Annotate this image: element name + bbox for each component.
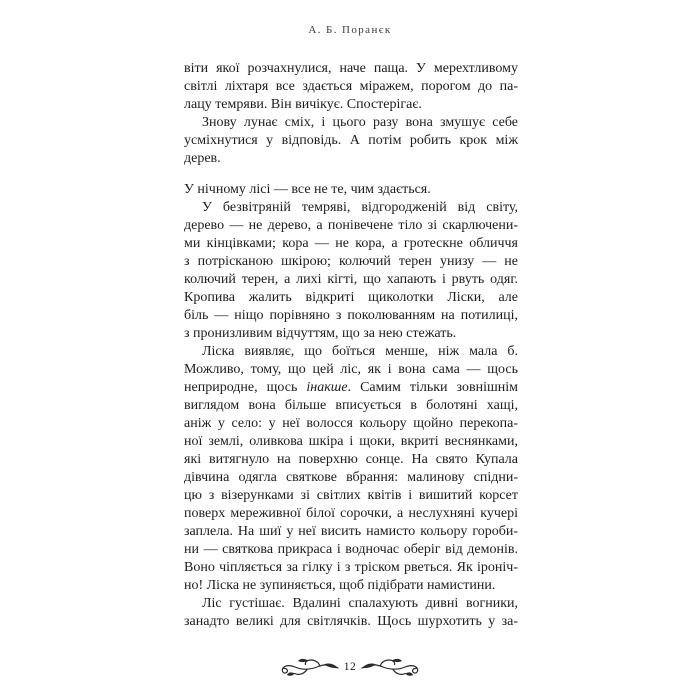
text-line: з пронизливим відчуттям, що за нею стежать. (184, 326, 457, 341)
page-number: 12 (343, 661, 357, 674)
text-line: дівчина одягла святкове вбрання: малинову спідни- (184, 470, 518, 485)
text-line: виглядом вона більше вписується в болотяні хащі, (184, 398, 518, 413)
text-line: Можливо, тому, що цей ліс, як і вона сама — щось (184, 362, 518, 377)
text-line: но! Ліска не зупиняється, щоб підібрати намистини. (184, 578, 496, 593)
body-text (184, 60, 518, 631)
text-line: Ліс густішає. Вдалині спалахують дивні вогники, (202, 596, 518, 611)
text-line: заплела. На шиї у неї висить намисто кольору гороби- (184, 524, 518, 539)
text-line: світлі ліхтаря все здається міражем, порогом до па- (184, 79, 518, 94)
text-line: лацу темряви. Він вичікує. Спостерігає. (184, 97, 422, 112)
paragraph (184, 60, 518, 114)
text-line: аніж у село: у неї волосся кольору щойно перекопа- (184, 416, 518, 431)
text-line: Знову лунає сміх, і цього разу вона змушує себе (202, 115, 518, 130)
text-line: з потрісканою шкірою; колючий терен унизу — не (184, 254, 518, 269)
page-footer (0, 655, 700, 681)
text-line: Кропива жалить відкриті щиколотки Ліски, але (184, 290, 518, 305)
text-line: колючий терен, а лихі кігті, що хапають і рвуть одяг. (184, 272, 518, 287)
footer-flourish-right-icon (360, 655, 422, 681)
paragraph (184, 181, 518, 199)
text-line: поверх мереживної білої сорочки, а неслухняні кучері (184, 506, 518, 521)
paragraph (184, 114, 518, 168)
text-line: дерев. (184, 151, 221, 166)
text-line: ної землі, оливкова шкіра і щоки, вкриті веснянками, (184, 434, 518, 449)
text-line: віти якої розчахнулися, наче паща. У мерехтливому (184, 61, 518, 76)
text-line: які витягнуло на поверхню сонце. На свято Купала (184, 452, 518, 467)
text-line: занадто великі для світлячків. Щось шурхотить у за- (184, 614, 518, 629)
text-line: усміхнутися у відповідь. А потім робить крок між (184, 133, 518, 148)
text-line: Воно чіпляється за гілку і з тріском рветься. Як іроніч- (184, 560, 518, 575)
running-header-author: А. Б. Поранєк (308, 24, 392, 36)
text-line: У безвітряній темряві, відгородженій від світу, (202, 200, 518, 215)
text-line: Ліска виявляє, що боїться менше, ніж мала б. (202, 344, 518, 359)
paragraph (184, 595, 518, 631)
text-line: біль — ніщо порівняно з поколюванням на потилиці, (184, 308, 518, 323)
text-line: дерево — не дерево, а понівечене тіло зі скарлючени- (184, 218, 518, 233)
paragraph (184, 199, 518, 343)
text-line: неприродне, щось інакше. Самим тільки зовнішнім (184, 380, 518, 395)
text-line: ми кінцівками; кора — не кора, а гротескне обличчя (184, 236, 518, 251)
paragraph (184, 343, 518, 595)
footer-flourish-left-icon (278, 655, 340, 681)
text-line: цю з візерунками зі світлих квітів і вишитий корсет (184, 488, 518, 503)
text-line: У нічному лісі — все не те, чим здається. (184, 182, 431, 197)
text-line: ни — святкова прикраса і водночас оберіг від демонів. (184, 542, 518, 557)
